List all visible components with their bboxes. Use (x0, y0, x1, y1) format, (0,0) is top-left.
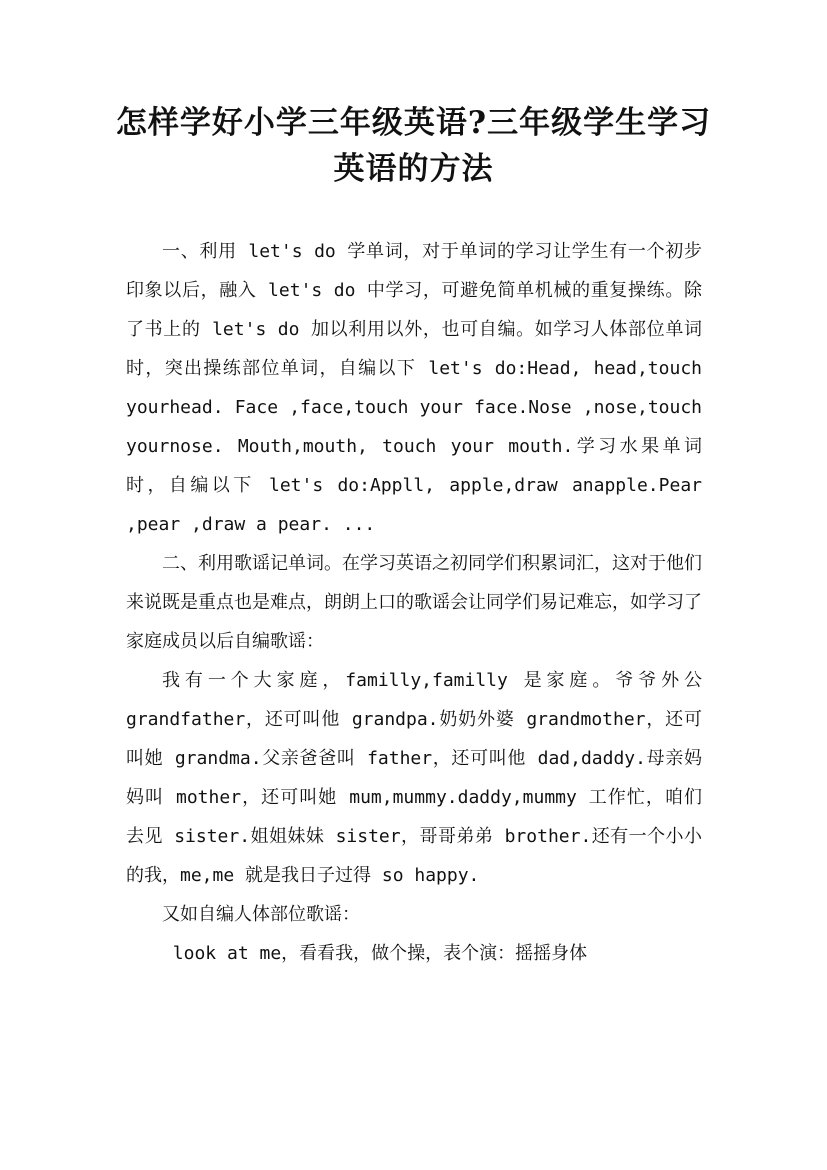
paragraph-letsdo: 一、利用 let's do 学单词，对于单词的学习让学生有一个初步印象以后，融入 let's do 中学习，可避免简单机械的重复操练。除了书上的 let's do 加以利用以外，也可自编。如学习人体部位单词时，突出操练部位单词，自编以下 let's do:Head, head,touch yourhead. Face ,face,touch your face.Nose ,nose,touch yournose. Mouth,mouth, touch your mouth.学习水果单词时，自编以下 let's do:Appll, apple,draw anapple.Pear ,pear ,draw a pear. ... (126, 241, 702, 535)
document-body (126, 232, 702, 973)
document-title (100, 100, 727, 192)
title-line-2: 英语的方法 (333, 151, 494, 187)
title-line-1: 怎样学好小学三年级英语?三年级学生学习 (115, 105, 712, 141)
paragraph-body-rhyme-intro: 又如自编人体部位歌谣： (162, 904, 360, 925)
paragraph-look-at-me: look at me，看看我，做个操，表个演：摇摇身体 (172, 943, 588, 964)
paragraph-rhymes: 二、利用歌谣记单词。在学习英语之初同学们积累词汇，这对于他们来说既是重点也是难点，朗朗上口的歌谣会让同学们易记难忘，如学习了家庭成员以后自编歌谣： (126, 553, 702, 652)
paragraph-family-rhyme: 我有一个大家庭，familly,familly 是家庭。爷爷外公 grandfather，还可叫他 grandpa.奶奶外婆 grandmother，还可叫她 grandma.父亲爸爸叫 father，还可叫他 dad,daddy.母亲妈妈叫 mother，还可叫她 mum,mummy.daddy,mummy 工作忙，咱们去见 sister.姐姐妹妹 sister，哥哥弟弟 brother.还有一个小小的我，me,me 就是我日子过得 so happy. (126, 670, 702, 886)
